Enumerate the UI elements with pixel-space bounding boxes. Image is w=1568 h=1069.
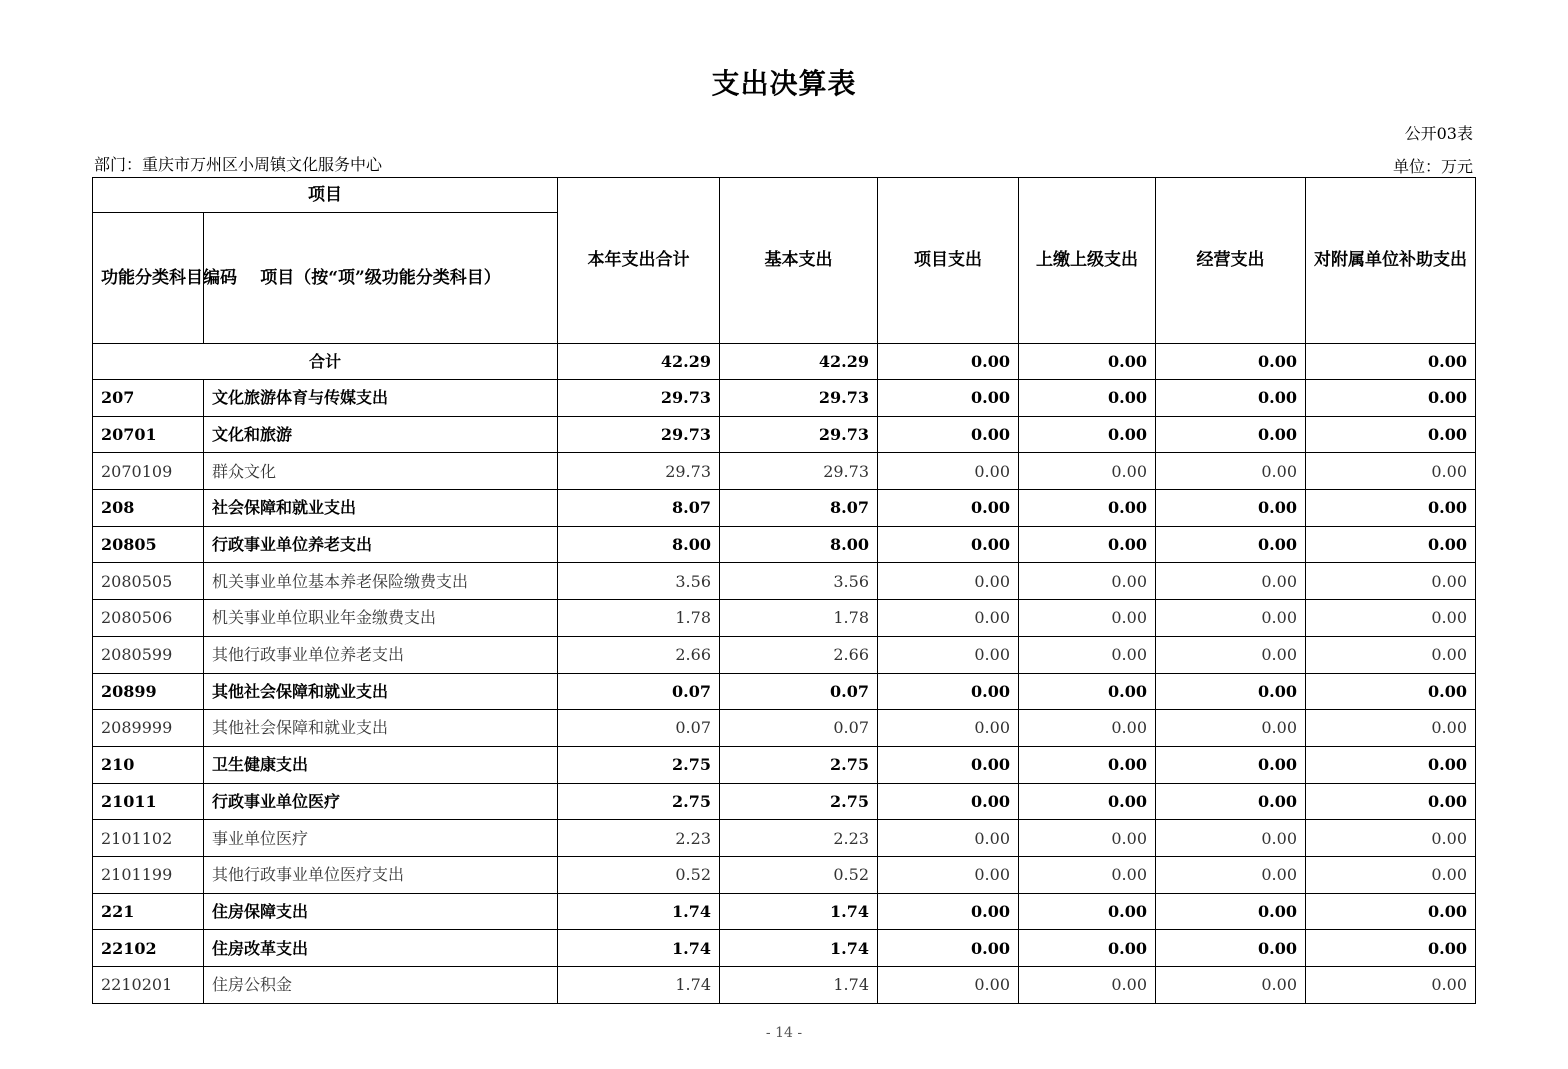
row-name: 行政事业单位养老支出 [204, 526, 558, 563]
row-value: 0.00 [1156, 380, 1306, 417]
header-subsidy: 对附属单位补助支出 [1306, 178, 1476, 344]
total-value: 0.00 [1306, 344, 1476, 380]
row-code: 2089999 [93, 710, 204, 747]
total-row [93, 344, 1476, 380]
row-value: 29.73 [558, 380, 720, 417]
row-value: 0.00 [878, 820, 1019, 857]
row-name: 机关事业单位基本养老保险缴费支出 [204, 563, 558, 600]
row-name: 群众文化 [204, 453, 558, 490]
row-value: 0.00 [1019, 490, 1156, 527]
row-value: 0.00 [1019, 673, 1156, 710]
row-value: 0.00 [1156, 673, 1306, 710]
row-value: 0.52 [720, 856, 878, 893]
row-value: 0.00 [878, 563, 1019, 600]
row-value: 0.00 [878, 746, 1019, 783]
row-value: 0.00 [1156, 490, 1306, 527]
row-value: 3.56 [720, 563, 878, 600]
row-value: 0.00 [1019, 453, 1156, 490]
row-value: 29.73 [720, 380, 878, 417]
row-code: 2070109 [93, 453, 204, 490]
row-value: 0.00 [1156, 783, 1306, 820]
row-value: 0.00 [1019, 783, 1156, 820]
row-code: 20805 [93, 526, 204, 563]
row-value: 0.07 [558, 673, 720, 710]
row-value: 1.78 [720, 600, 878, 637]
row-value: 8.00 [558, 526, 720, 563]
row-value: 1.78 [558, 600, 720, 637]
row-value: 0.00 [1156, 967, 1306, 1004]
row-value: 0.00 [1306, 490, 1476, 527]
row-value: 0.00 [1306, 820, 1476, 857]
department-label: 部门：重庆市万州区小周镇文化服务中心 [94, 155, 383, 174]
row-value: 29.73 [720, 453, 878, 490]
row-value: 0.00 [1306, 746, 1476, 783]
table-row [93, 526, 1476, 563]
row-value: 2.23 [558, 820, 720, 857]
page-title: 支出决算表 [711, 67, 857, 100]
row-value: 0.00 [1019, 563, 1156, 600]
row-value: 0.07 [558, 710, 720, 747]
total-value: 0.00 [1019, 344, 1156, 380]
row-value: 0.00 [1019, 710, 1156, 747]
row-value: 0.00 [1306, 380, 1476, 417]
table-row [93, 380, 1476, 417]
row-value: 0.00 [878, 416, 1019, 453]
row-name: 其他社会保障和就业支出 [204, 710, 558, 747]
row-value: 0.00 [1306, 673, 1476, 710]
total-value: 42.29 [558, 344, 720, 380]
row-value: 0.00 [1156, 893, 1306, 930]
row-value: 2.75 [720, 746, 878, 783]
row-value: 29.73 [558, 416, 720, 453]
row-value: 0.00 [878, 380, 1019, 417]
row-code: 2101199 [93, 856, 204, 893]
row-value: 0.00 [1156, 746, 1306, 783]
header-name: 项目（按“项”级功能分类科目） [204, 213, 558, 344]
row-value: 0.00 [1019, 930, 1156, 967]
row-value: 0.00 [878, 783, 1019, 820]
table-row [93, 600, 1476, 637]
row-value: 0.00 [878, 967, 1019, 1004]
row-value: 0.00 [878, 673, 1019, 710]
row-name: 其他行政事业单位养老支出 [204, 636, 558, 673]
row-value: 0.00 [1156, 600, 1306, 637]
total-label: 合计 [93, 344, 558, 380]
row-name: 住房保障支出 [204, 893, 558, 930]
table-row [93, 783, 1476, 820]
row-value: 0.00 [1019, 636, 1156, 673]
row-value: 3.56 [558, 563, 720, 600]
row-name: 文化旅游体育与传媒支出 [204, 380, 558, 417]
row-value: 0.00 [1156, 710, 1306, 747]
row-value: 0.00 [1019, 416, 1156, 453]
row-name: 机关事业单位职业年金缴费支出 [204, 600, 558, 637]
row-value: 0.00 [878, 636, 1019, 673]
row-value: 0.00 [1019, 746, 1156, 783]
row-value: 0.00 [1306, 967, 1476, 1004]
row-value: 0.00 [1019, 967, 1156, 1004]
row-value: 29.73 [558, 453, 720, 490]
row-value: 0.00 [878, 930, 1019, 967]
table-row [93, 673, 1476, 710]
row-name: 卫生健康支出 [204, 746, 558, 783]
row-value: 1.74 [720, 930, 878, 967]
row-name: 文化和旅游 [204, 416, 558, 453]
row-code: 20701 [93, 416, 204, 453]
row-value: 0.07 [720, 710, 878, 747]
row-name: 行政事业单位医疗 [204, 783, 558, 820]
row-value: 0.00 [1306, 893, 1476, 930]
header-project: 项目 [93, 178, 558, 213]
row-value: 2.75 [558, 746, 720, 783]
row-value: 0.00 [1019, 893, 1156, 930]
row-value: 2.66 [720, 636, 878, 673]
row-value: 0.00 [1019, 526, 1156, 563]
total-value: 0.00 [1156, 344, 1306, 380]
row-value: 0.00 [1306, 783, 1476, 820]
row-code: 2080505 [93, 563, 204, 600]
row-code: 2080506 [93, 600, 204, 637]
row-value: 0.00 [878, 490, 1019, 527]
table-row [93, 416, 1476, 453]
row-value: 2.23 [720, 820, 878, 857]
row-code: 221 [93, 893, 204, 930]
row-value: 2.75 [558, 783, 720, 820]
row-value: 0.00 [1306, 930, 1476, 967]
page-number: - 14 - [765, 1025, 803, 1041]
table-row [93, 893, 1476, 930]
table-row [93, 636, 1476, 673]
row-code: 2080599 [93, 636, 204, 673]
row-code: 2101102 [93, 820, 204, 857]
row-value: 0.00 [878, 710, 1019, 747]
row-value: 0.00 [1019, 856, 1156, 893]
row-name: 其他行政事业单位医疗支出 [204, 856, 558, 893]
row-value: 2.66 [558, 636, 720, 673]
row-value: 0.00 [1306, 710, 1476, 747]
row-code: 22102 [93, 930, 204, 967]
table-row [93, 967, 1476, 1004]
row-value: 0.00 [878, 526, 1019, 563]
row-value: 0.00 [878, 453, 1019, 490]
row-value: 0.00 [1156, 856, 1306, 893]
row-value: 0.00 [1306, 856, 1476, 893]
unit-label: 单位：万元 [1392, 157, 1473, 176]
row-value: 0.00 [1306, 416, 1476, 453]
row-name: 其他社会保障和就业支出 [204, 673, 558, 710]
table-number: 公开03表 [1404, 124, 1473, 143]
table-row [93, 856, 1476, 893]
row-code: 208 [93, 490, 204, 527]
row-value: 1.74 [720, 967, 878, 1004]
row-code: 210 [93, 746, 204, 783]
row-value: 1.74 [720, 893, 878, 930]
row-value: 0.00 [1019, 380, 1156, 417]
row-value: 0.00 [878, 600, 1019, 637]
total-value: 42.29 [720, 344, 878, 380]
header-upper-level: 上缴上级支出 [1019, 178, 1156, 344]
header-project-expenditure: 项目支出 [878, 178, 1019, 344]
row-value: 0.00 [1156, 636, 1306, 673]
header-business: 经营支出 [1156, 178, 1306, 344]
row-value: 8.07 [720, 490, 878, 527]
row-value: 0.00 [1019, 820, 1156, 857]
row-value: 0.00 [1306, 526, 1476, 563]
row-value: 0.00 [878, 856, 1019, 893]
row-code: 207 [93, 380, 204, 417]
row-value: 0.52 [558, 856, 720, 893]
row-value: 8.07 [558, 490, 720, 527]
row-value: 0.00 [1156, 416, 1306, 453]
table-row [93, 490, 1476, 527]
row-value: 0.00 [878, 893, 1019, 930]
row-code: 2210201 [93, 967, 204, 1004]
table-row [93, 930, 1476, 967]
row-name: 社会保障和就业支出 [204, 490, 558, 527]
table-row [93, 746, 1476, 783]
row-name: 事业单位医疗 [204, 820, 558, 857]
row-value: 0.00 [1156, 820, 1306, 857]
expenditure-table [92, 177, 1476, 1004]
row-value: 8.00 [720, 526, 878, 563]
header-total: 本年支出合计 [558, 178, 720, 344]
row-value: 1.74 [558, 967, 720, 1004]
row-value: 29.73 [720, 416, 878, 453]
total-value: 0.00 [878, 344, 1019, 380]
row-value: 0.00 [1156, 563, 1306, 600]
row-value: 0.00 [1306, 563, 1476, 600]
row-value: 2.75 [720, 783, 878, 820]
row-value: 1.74 [558, 893, 720, 930]
row-value: 0.00 [1156, 930, 1306, 967]
row-value: 0.00 [1019, 600, 1156, 637]
row-value: 0.00 [1306, 453, 1476, 490]
row-value: 0.00 [1156, 453, 1306, 490]
table-row [93, 710, 1476, 747]
header-basic: 基本支出 [720, 178, 878, 344]
table-row [93, 820, 1476, 857]
row-value: 0.00 [1306, 636, 1476, 673]
row-name: 住房公积金 [204, 967, 558, 1004]
row-value: 0.07 [720, 673, 878, 710]
table-row [93, 453, 1476, 490]
row-value: 1.74 [558, 930, 720, 967]
row-code: 21011 [93, 783, 204, 820]
row-name: 住房改革支出 [204, 930, 558, 967]
row-value: 0.00 [1156, 526, 1306, 563]
row-code: 20899 [93, 673, 204, 710]
row-value: 0.00 [1306, 600, 1476, 637]
table-row [93, 563, 1476, 600]
header-code: 功能分类科目编码 [93, 213, 204, 344]
